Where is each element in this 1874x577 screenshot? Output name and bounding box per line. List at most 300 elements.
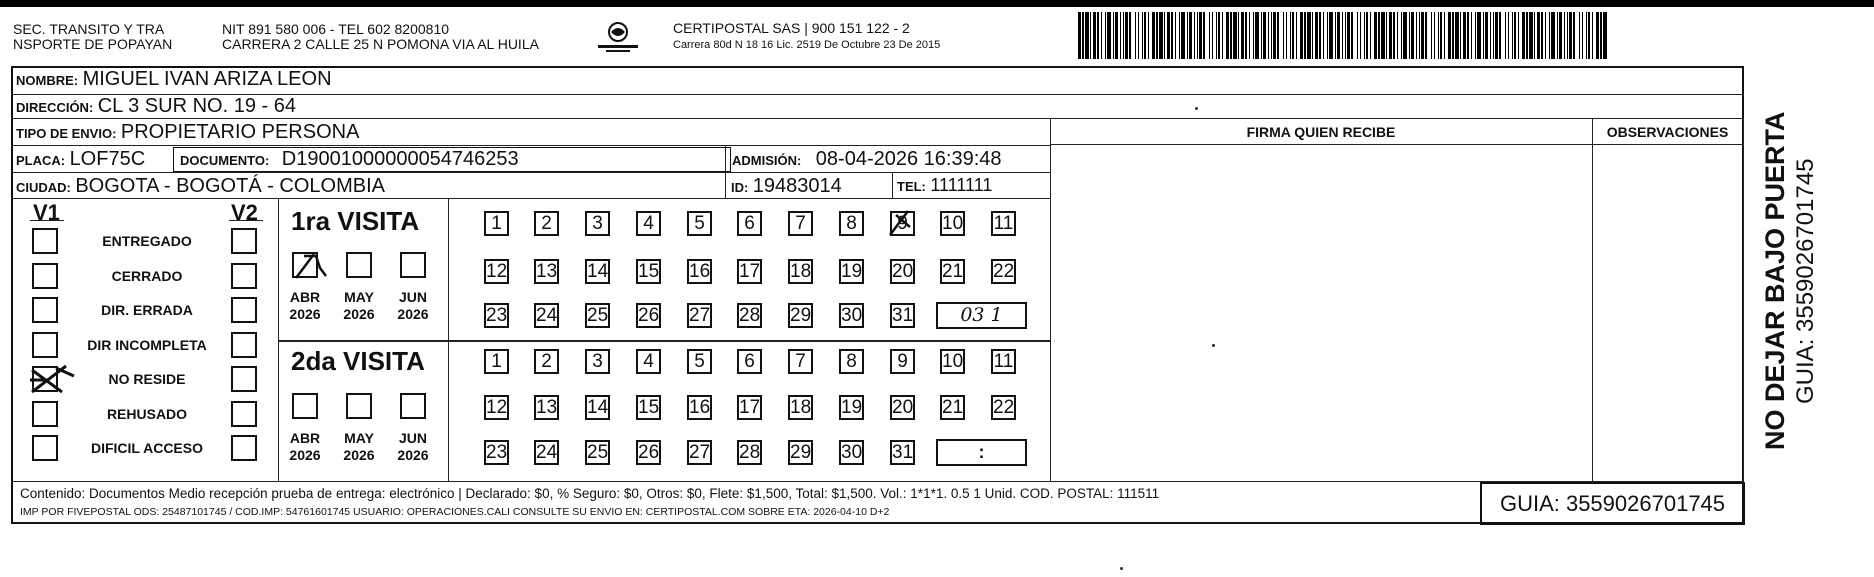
day-1-checkbox[interactable]: 1 bbox=[484, 349, 509, 374]
day-25-checkbox[interactable]: 25 bbox=[587, 305, 609, 326]
placa-label: PLACA: bbox=[16, 153, 66, 168]
visit-time-value: : bbox=[978, 442, 985, 462]
day-1-checkbox[interactable]: 1 bbox=[484, 211, 509, 236]
barcode-bar bbox=[1564, 12, 1565, 59]
day-11-checkbox[interactable]: 11 bbox=[991, 211, 1016, 236]
barcode-bar bbox=[1477, 12, 1481, 59]
status-v1-checkbox[interactable] bbox=[32, 332, 58, 358]
handwritten-check-mark-icon bbox=[886, 207, 918, 239]
barcode-bar bbox=[1120, 12, 1121, 59]
month-label bbox=[336, 289, 382, 323]
signature-area[interactable] bbox=[1052, 146, 1590, 480]
barcode-bar bbox=[1551, 12, 1555, 59]
status-v1-checkbox[interactable] bbox=[32, 401, 58, 427]
status-label: CERRADO bbox=[111, 267, 183, 284]
barcode-bar bbox=[1434, 12, 1435, 59]
month-name: MAY bbox=[344, 430, 374, 446]
barcode-bar bbox=[1374, 12, 1377, 59]
barcode-bar bbox=[1545, 12, 1546, 59]
admision-value: 08-04-2026 16:39:48 bbox=[815, 148, 1002, 170]
day-29-checkbox[interactable]: 29 bbox=[790, 305, 812, 326]
barcode-bar bbox=[1181, 12, 1185, 59]
day-31-checkbox[interactable]: 31 bbox=[892, 442, 914, 463]
status-v2-checkbox[interactable] bbox=[231, 263, 257, 289]
day-14-checkbox[interactable]: 14 bbox=[587, 261, 609, 282]
barcode-bar bbox=[1425, 12, 1427, 59]
day-26-checkbox[interactable]: 26 bbox=[638, 442, 660, 463]
day-19-checkbox[interactable]: 19 bbox=[841, 397, 863, 418]
day-10-checkbox[interactable]: 10 bbox=[942, 213, 964, 234]
day-19-checkbox[interactable]: 19 bbox=[841, 261, 863, 282]
day-10-checkbox[interactable]: 10 bbox=[942, 351, 964, 372]
day-9-checkbox[interactable]: 9 bbox=[890, 211, 915, 236]
barcode-bar bbox=[1216, 12, 1217, 59]
documento-field bbox=[180, 148, 519, 171]
barcode-bar bbox=[1304, 12, 1306, 59]
month-name: JUN bbox=[398, 289, 427, 305]
barcode-bar bbox=[1592, 12, 1593, 59]
day-30-checkbox[interactable]: 30 bbox=[841, 442, 863, 463]
month-jun-checkbox[interactable] bbox=[400, 393, 426, 419]
status-label: DIR INCOMPLETA bbox=[87, 336, 207, 353]
month-label bbox=[282, 289, 328, 323]
day-4-checkbox[interactable]: 4 bbox=[636, 211, 661, 236]
day-23-checkbox[interactable]: 23 bbox=[486, 442, 508, 463]
month-name: JUN bbox=[398, 430, 427, 446]
day-2-checkbox[interactable]: 2 bbox=[534, 211, 559, 236]
v2-label: V2 bbox=[231, 200, 258, 225]
ink-dot bbox=[1212, 344, 1215, 347]
visit-divider bbox=[278, 340, 1050, 342]
day-27-checkbox[interactable]: 27 bbox=[689, 305, 711, 326]
barcode-bar bbox=[1329, 12, 1333, 59]
barcode-bar bbox=[1438, 12, 1439, 59]
status-v1-checkbox[interactable] bbox=[32, 228, 58, 254]
observaciones-area[interactable] bbox=[1594, 146, 1742, 480]
id-field bbox=[731, 175, 842, 198]
barcode-bar bbox=[1512, 12, 1513, 59]
barcode-bar bbox=[1499, 12, 1501, 59]
barcode-bar bbox=[1518, 12, 1519, 59]
direccion-value: CL 3 SUR NO. 19 - 64 bbox=[97, 95, 296, 117]
barcode-bar bbox=[1135, 12, 1136, 59]
barcode-bar bbox=[1319, 12, 1321, 59]
row-divider bbox=[11, 145, 1051, 146]
barcode-bar bbox=[1596, 12, 1599, 59]
sender-line2: NSPORTE DE POPAYAN bbox=[13, 36, 173, 52]
day-5-checkbox[interactable]: 5 bbox=[687, 211, 712, 236]
barcode-bar bbox=[1386, 12, 1387, 59]
barcode-bar bbox=[1167, 12, 1170, 59]
ciudad-label: CIUDAD: bbox=[16, 180, 71, 195]
barcode-bar bbox=[1342, 12, 1343, 59]
barcode-bar bbox=[1366, 12, 1368, 59]
day-26-checkbox[interactable]: 26 bbox=[638, 305, 660, 326]
barcode-bar bbox=[1567, 12, 1568, 59]
barcode-bar bbox=[1230, 12, 1232, 59]
day-22-checkbox[interactable]: 22 bbox=[993, 261, 1015, 282]
barcode-bar bbox=[1271, 12, 1272, 59]
barcode-bar bbox=[1389, 12, 1392, 59]
barcode-bar bbox=[1209, 12, 1210, 59]
barcode-bar bbox=[1159, 12, 1163, 59]
day-24-checkbox[interactable]: 24 bbox=[536, 442, 558, 463]
day-29-checkbox[interactable]: 29 bbox=[790, 442, 812, 463]
barcode-bar bbox=[1463, 12, 1466, 59]
footer-line1: Contenido: Documentos Medio recepción prueba de entrega: electrónico | Declarado: $0, % Seguro: $0, Otros: $0, Flete: $1,500, Total: $1,500. Vol.: 1*1*1. 0.5 1 Unid. COD. POSTAL: 111511 bbox=[20, 486, 1160, 501]
barcode-bar bbox=[1440, 12, 1442, 59]
barcode-bar bbox=[1203, 12, 1205, 59]
barcode-bar bbox=[1364, 12, 1365, 59]
barcode-bar bbox=[1455, 12, 1459, 59]
barcode-bar bbox=[1107, 12, 1111, 59]
barcode-bar bbox=[1249, 12, 1250, 59]
barcode-bar bbox=[1493, 12, 1494, 59]
day-9-checkbox[interactable]: 9 bbox=[890, 349, 915, 374]
barcode-bar bbox=[1508, 12, 1509, 59]
barcode-bar bbox=[1431, 12, 1432, 59]
ciudad-value: BOGOTA - BOGOTÁ - COLOMBIA bbox=[75, 175, 386, 197]
sender-line1: SEC. TRANSITO Y TRA bbox=[13, 21, 165, 37]
barcode-bar bbox=[1315, 12, 1318, 59]
barcode-bar bbox=[1233, 12, 1237, 59]
barcode-bar bbox=[1483, 12, 1484, 59]
firma-label: FIRMA QUIEN RECIBE bbox=[1246, 124, 1396, 140]
documento-label: DOCUMENTO: bbox=[180, 153, 270, 168]
day-28-checkbox[interactable]: 28 bbox=[739, 442, 761, 463]
barcode-bar bbox=[1197, 12, 1198, 59]
day-6-checkbox[interactable]: 6 bbox=[737, 349, 762, 374]
barcode-bar bbox=[1411, 12, 1414, 59]
status-label: DIR. ERRADA bbox=[101, 302, 193, 318]
nombre-label: NOMBRE: bbox=[16, 73, 79, 88]
placa-value: LOF75C bbox=[69, 148, 146, 170]
status-v2-checkbox[interactable] bbox=[231, 401, 257, 427]
status-v2-checkbox[interactable] bbox=[231, 297, 257, 323]
barcode-bar bbox=[1603, 12, 1607, 59]
day-3-checkbox[interactable]: 3 bbox=[585, 349, 610, 374]
barcode-bar bbox=[1444, 12, 1445, 59]
barcode-bar bbox=[1226, 12, 1229, 59]
day-20-checkbox[interactable]: 20 bbox=[892, 261, 914, 282]
barcode-bar bbox=[1559, 12, 1562, 59]
barcode-bar bbox=[1241, 12, 1244, 59]
day-25-checkbox[interactable]: 25 bbox=[587, 442, 609, 463]
documento-value: D19001000000054746253 bbox=[281, 148, 519, 170]
barcode-bar bbox=[1268, 12, 1269, 59]
barcode-bar bbox=[1292, 12, 1294, 59]
day-16-checkbox[interactable]: 16 bbox=[689, 261, 711, 282]
status-v2-checkbox[interactable] bbox=[231, 435, 257, 461]
barcode-bar bbox=[1175, 12, 1176, 59]
barcode-bar bbox=[1078, 12, 1081, 59]
col-divider bbox=[1592, 118, 1593, 481]
barcode-bar bbox=[1187, 12, 1188, 59]
month-jun-checkbox[interactable] bbox=[400, 252, 426, 278]
day-17-checkbox[interactable]: 17 bbox=[739, 261, 761, 282]
month-year: 2026 bbox=[343, 306, 375, 322]
status-label: DIFICIL ACCESO bbox=[90, 440, 203, 456]
col-divider bbox=[725, 145, 726, 198]
barcode-bar bbox=[1360, 12, 1361, 59]
barcode-bar bbox=[1300, 12, 1303, 59]
day-23-checkbox[interactable]: 23 bbox=[486, 305, 508, 326]
barcode-bar bbox=[1381, 12, 1385, 59]
status-v2-checkbox[interactable] bbox=[231, 332, 257, 358]
day-12-checkbox[interactable]: 12 bbox=[486, 397, 508, 418]
month-year: 2026 bbox=[397, 306, 429, 322]
tipo-value: PROPIETARIO PERSONA bbox=[120, 121, 360, 143]
barcode-bar bbox=[1573, 12, 1575, 59]
day-4-checkbox[interactable]: 4 bbox=[636, 349, 661, 374]
barcode-bar bbox=[1522, 12, 1525, 59]
day-15-checkbox[interactable]: 15 bbox=[638, 397, 660, 418]
status-label: REHUSADO bbox=[106, 405, 188, 422]
barcode-bar bbox=[1277, 12, 1279, 59]
barcode-bar bbox=[1245, 12, 1247, 59]
barcode-bar bbox=[1529, 12, 1533, 59]
month-name: ABR bbox=[289, 430, 321, 446]
barcode-bar bbox=[1397, 12, 1398, 59]
barcode-bar bbox=[1296, 12, 1297, 59]
month-label bbox=[282, 430, 328, 464]
address-line: CARRERA 2 CALLE 25 N POMONA VIA AL HUILA bbox=[222, 36, 539, 52]
month-year: 2026 bbox=[289, 447, 321, 463]
day-2-checkbox[interactable]: 2 bbox=[534, 349, 559, 374]
month-year: 2026 bbox=[343, 447, 375, 463]
barcode-bar bbox=[1307, 12, 1311, 59]
admision-field bbox=[732, 148, 1002, 171]
day-21-checkbox[interactable]: 21 bbox=[942, 397, 964, 418]
barcode-bar bbox=[1123, 12, 1124, 59]
guia-value: GUIA: 3559026701745 bbox=[1499, 491, 1726, 516]
barcode-bar bbox=[1403, 12, 1407, 59]
header-underline bbox=[1050, 144, 1744, 145]
barcode-bar bbox=[1485, 12, 1488, 59]
v-underline bbox=[30, 220, 64, 221]
day-12-checkbox[interactable]: 12 bbox=[486, 261, 508, 282]
barcode-bar bbox=[1261, 12, 1262, 59]
col-divider bbox=[892, 172, 893, 198]
barcode-bar bbox=[1351, 12, 1353, 59]
day-8-checkbox[interactable]: 8 bbox=[839, 211, 864, 236]
row-divider bbox=[11, 172, 1051, 173]
barcode-bar bbox=[1557, 12, 1558, 59]
barcode-bar bbox=[1148, 12, 1149, 59]
visit-time-field[interactable] bbox=[936, 439, 1027, 466]
day-15-checkbox[interactable]: 15 bbox=[638, 261, 660, 282]
barcode-bar bbox=[1401, 12, 1402, 59]
barcode-bar bbox=[1327, 12, 1328, 59]
day-11-checkbox[interactable]: 11 bbox=[991, 349, 1016, 374]
id-value: 19483014 bbox=[752, 175, 842, 197]
month-abr-checkbox[interactable] bbox=[292, 393, 318, 419]
nit-line: NIT 891 580 006 - TEL 602 8200810 bbox=[222, 21, 450, 37]
day-8-checkbox[interactable]: 8 bbox=[839, 349, 864, 374]
day-3-checkbox[interactable]: 3 bbox=[585, 211, 610, 236]
barcode-bar bbox=[1218, 12, 1220, 59]
tipo-row bbox=[16, 121, 359, 144]
ciudad-field bbox=[16, 175, 385, 198]
month-year: 2026 bbox=[397, 447, 429, 463]
barcode-bar bbox=[1541, 12, 1543, 59]
col-divider bbox=[1743, 118, 1744, 481]
month-label bbox=[390, 289, 436, 323]
certipostal-logo-icon bbox=[592, 20, 644, 56]
barcode-bar bbox=[1101, 12, 1102, 59]
day-28-checkbox[interactable]: 28 bbox=[739, 305, 761, 326]
barcode-bar bbox=[1199, 12, 1202, 59]
row-divider bbox=[11, 198, 1051, 199]
barcode-bar bbox=[1093, 12, 1096, 59]
v1-label: V1 bbox=[33, 200, 60, 225]
barcode-bar bbox=[1194, 12, 1195, 59]
day-5-checkbox[interactable]: 5 bbox=[687, 349, 712, 374]
barcode-bar bbox=[1115, 12, 1118, 59]
month-label bbox=[336, 430, 382, 464]
barcode-bar bbox=[1290, 12, 1291, 59]
day-7-checkbox[interactable]: 7 bbox=[788, 349, 813, 374]
carrier-license: Carrera 80d N 18 16 Lic. 2519 De Octubre 23 De 2015 bbox=[673, 39, 941, 51]
barcode-bar bbox=[1448, 12, 1451, 59]
barcode-bar bbox=[1238, 12, 1239, 59]
barcode-bar bbox=[1323, 12, 1324, 59]
day-27-checkbox[interactable]: 27 bbox=[689, 442, 711, 463]
sender-contact bbox=[222, 22, 539, 52]
barcode-bar bbox=[1471, 12, 1472, 59]
day-20-checkbox[interactable]: 20 bbox=[892, 397, 914, 418]
barcode-bar bbox=[1421, 12, 1424, 59]
barcode-bar bbox=[1419, 12, 1420, 59]
day-22-checkbox[interactable]: 22 bbox=[993, 397, 1015, 418]
barcode-bar bbox=[1345, 12, 1346, 59]
barcode-bar bbox=[1475, 12, 1476, 59]
barcode-bar bbox=[1255, 12, 1259, 59]
barcode-bar bbox=[1082, 12, 1084, 59]
barcode-bar bbox=[1579, 12, 1580, 59]
barcode-bar bbox=[1152, 12, 1155, 59]
barcode-bar bbox=[1189, 12, 1192, 59]
barcode-bar bbox=[1335, 12, 1336, 59]
barcode-bar bbox=[1549, 12, 1550, 59]
tel-label: TEL: bbox=[897, 179, 926, 194]
barcode-bar bbox=[1171, 12, 1173, 59]
admision-label: ADMISIÓN: bbox=[732, 153, 802, 168]
barcode-bar bbox=[1312, 12, 1313, 59]
second-visit-label: 2da VISITA bbox=[291, 346, 425, 376]
barcode-bar bbox=[1393, 12, 1395, 59]
barcode-bar bbox=[1144, 12, 1146, 59]
barcode-bar bbox=[1467, 12, 1469, 59]
day-17-checkbox[interactable]: 17 bbox=[739, 397, 761, 418]
barcode-bar bbox=[1138, 12, 1139, 59]
barcode-bar bbox=[1452, 12, 1454, 59]
barcode-bar bbox=[1569, 12, 1572, 59]
direccion-row bbox=[16, 95, 296, 118]
barcode-bar bbox=[1337, 12, 1340, 59]
top-scan-edge bbox=[0, 0, 1874, 7]
barcode-bar bbox=[1490, 12, 1491, 59]
barcode-bar bbox=[1273, 12, 1276, 59]
handwritten-check-mark-icon bbox=[290, 248, 330, 282]
tel-value: 1111111 bbox=[930, 175, 993, 195]
day-16-checkbox[interactable]: 16 bbox=[689, 397, 711, 418]
barcode-bar bbox=[1097, 12, 1099, 59]
day-13-checkbox[interactable]: 13 bbox=[536, 261, 558, 282]
day-7-checkbox[interactable]: 7 bbox=[788, 211, 813, 236]
barcode-bar bbox=[1142, 12, 1143, 59]
visit-time-field[interactable] bbox=[936, 302, 1027, 329]
day-31-checkbox[interactable]: 31 bbox=[892, 305, 914, 326]
status-v2-checkbox[interactable] bbox=[231, 366, 257, 392]
barcode-bar bbox=[1156, 12, 1158, 59]
barcode-bar bbox=[1495, 12, 1498, 59]
status-label: ENTREGADO bbox=[102, 233, 192, 249]
id-label: ID: bbox=[731, 180, 749, 195]
day-24-checkbox[interactable]: 24 bbox=[536, 305, 558, 326]
nombre-value: MIGUEL IVAN ARIZA LEON bbox=[82, 68, 332, 90]
month-name: ABR bbox=[289, 289, 321, 305]
barcode-bar bbox=[1357, 12, 1358, 59]
side-guia-text: GUIA: 3559026701745 bbox=[1792, 158, 1819, 404]
observaciones-label: OBSERVACIONES bbox=[1606, 124, 1729, 140]
day-21-checkbox[interactable]: 21 bbox=[942, 261, 964, 282]
sender-name bbox=[13, 22, 172, 52]
barcode-bar bbox=[1514, 12, 1516, 59]
barcode-bar bbox=[1105, 12, 1106, 59]
row-divider bbox=[11, 118, 1744, 119]
v-underline bbox=[229, 220, 263, 221]
day-18-checkbox[interactable]: 18 bbox=[790, 261, 812, 282]
nombre-row bbox=[16, 68, 332, 91]
barcode-bar bbox=[1212, 12, 1213, 59]
day-30-checkbox[interactable]: 30 bbox=[841, 305, 863, 326]
month-may-checkbox[interactable] bbox=[346, 252, 372, 278]
scan-dot bbox=[1195, 107, 1198, 110]
barcode-bar bbox=[1347, 12, 1350, 59]
carrier-info bbox=[673, 20, 940, 51]
barcode-bar bbox=[1460, 12, 1461, 59]
barcode-bar bbox=[1600, 12, 1602, 59]
scan-dot bbox=[1120, 567, 1123, 570]
day-13-checkbox[interactable]: 13 bbox=[536, 397, 558, 418]
footer-line2: IMP POR FIVEPOSTAL ODS: 25487101745 / COD.IMP: 54761601745 USUARIO: OPERACIONES.CALI CONSULTE SU ENVIO EN: CERTIPOSTAL.COM SOBRE ETA: 2026-04-10 D+2 bbox=[20, 506, 890, 518]
barcode-bar bbox=[1588, 12, 1590, 59]
status-v1-checkbox[interactable] bbox=[32, 297, 58, 323]
day-14-checkbox[interactable]: 14 bbox=[587, 397, 609, 418]
day-6-checkbox[interactable]: 6 bbox=[737, 211, 762, 236]
barcode-bar bbox=[1505, 12, 1506, 59]
tipo-label: TIPO DE ENVIO: bbox=[16, 126, 117, 141]
barcode-bar bbox=[1090, 12, 1091, 59]
handwritten-time: 03 1 bbox=[960, 304, 1003, 326]
no-dejar-text: NO DEJAR BAJO PUERTA bbox=[1760, 111, 1790, 450]
barcode-bar bbox=[1129, 12, 1131, 59]
tel-field bbox=[897, 175, 992, 196]
day-18-checkbox[interactable]: 18 bbox=[790, 397, 812, 418]
month-may-checkbox[interactable] bbox=[346, 393, 372, 419]
barcode-bar bbox=[1537, 12, 1540, 59]
status-v1-checkbox[interactable] bbox=[32, 435, 58, 461]
first-visit-label: 1ra VISITA bbox=[291, 206, 420, 236]
col-divider bbox=[1050, 118, 1051, 481]
barcode-bar bbox=[1526, 12, 1528, 59]
status-label: NO RESIDE bbox=[108, 371, 186, 387]
placa-row bbox=[16, 148, 145, 171]
barcode-bar bbox=[1253, 12, 1254, 59]
status-v1-checkbox[interactable] bbox=[32, 263, 58, 289]
status-v2-checkbox[interactable] bbox=[231, 228, 257, 254]
